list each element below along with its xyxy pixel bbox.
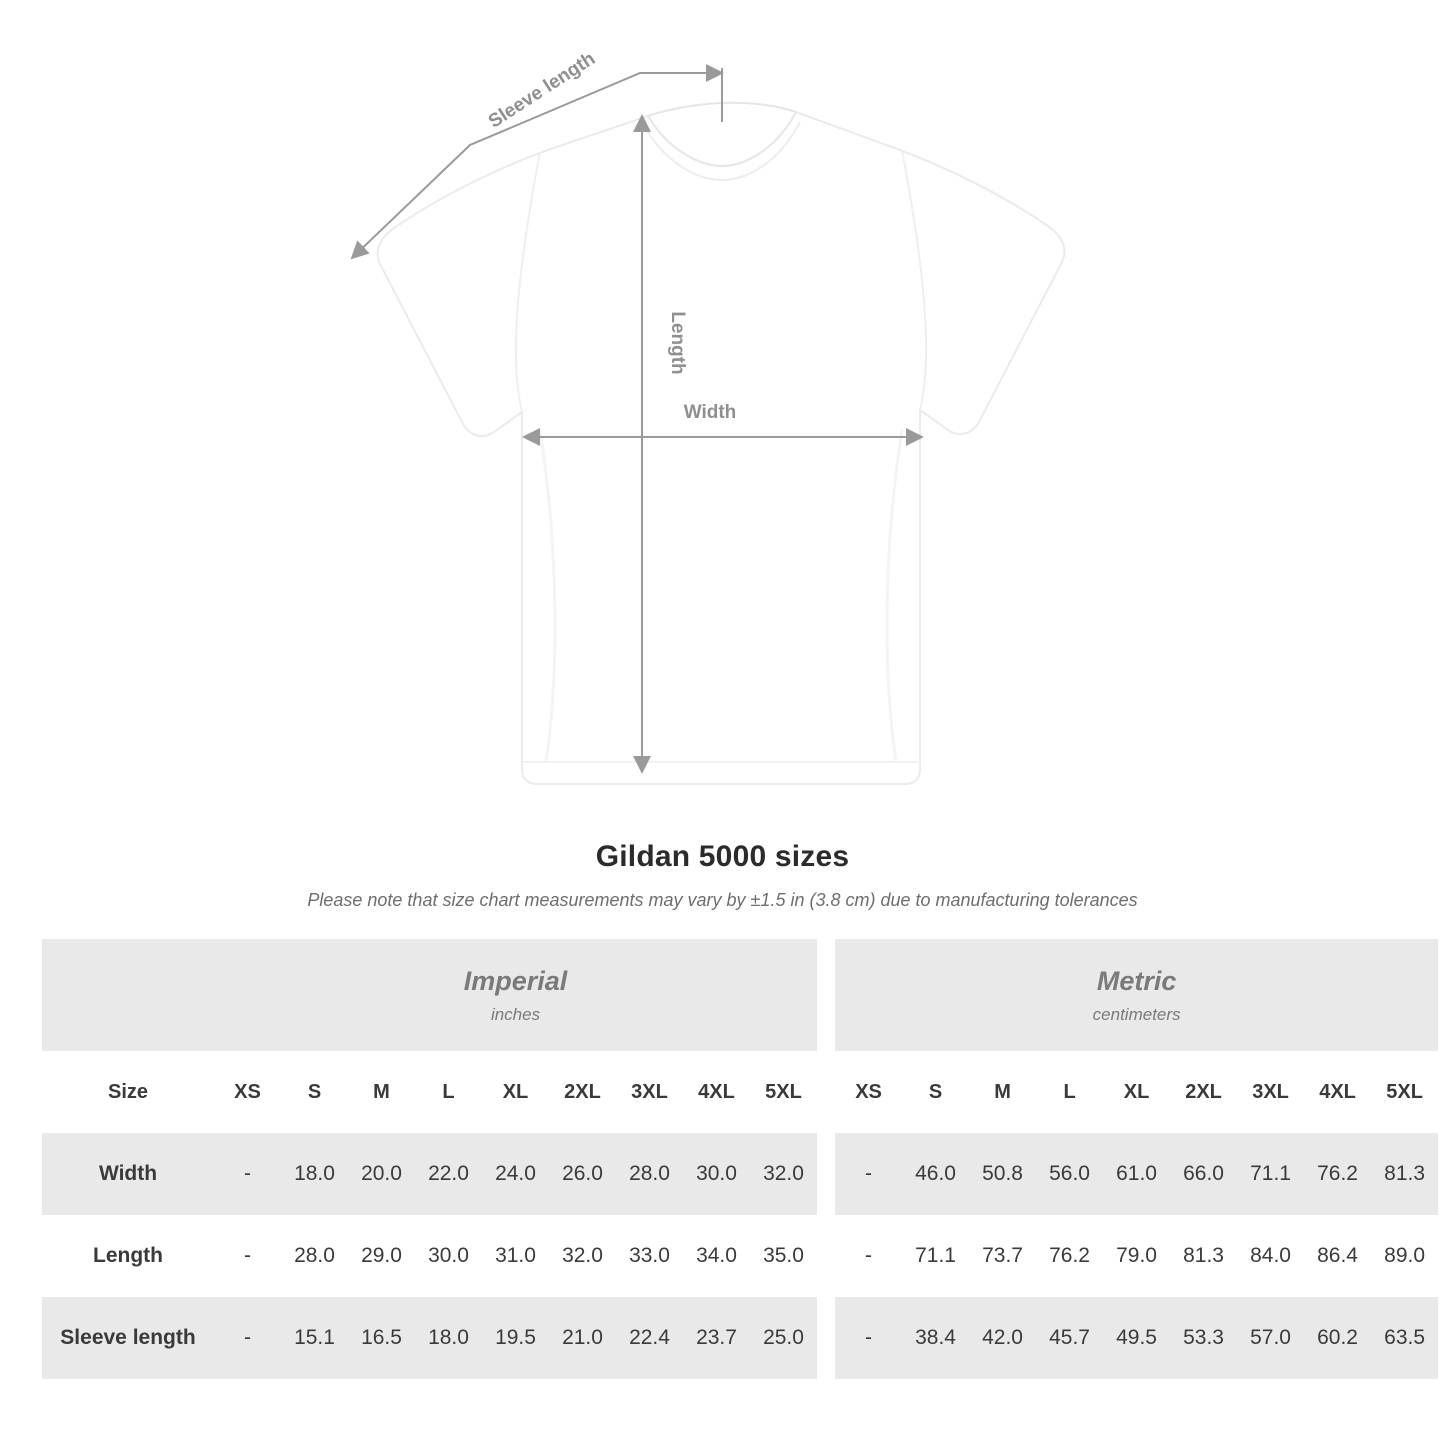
cell-width-imperial-4xl: 30.0 (683, 1133, 750, 1215)
header-imperial-m: M (348, 1051, 415, 1133)
header-imperial-3xl: 3XL (616, 1051, 683, 1133)
cell-sleeve-metric-xl: 49.5 (1103, 1297, 1170, 1379)
cell-width-metric-s: 46.0 (902, 1133, 969, 1215)
title-block (0, 830, 1445, 911)
width-label: Width (683, 402, 737, 423)
row-gap (817, 1215, 835, 1297)
cell-width-metric-xs: - (835, 1133, 902, 1215)
cell-length-metric-l: 76.2 (1036, 1215, 1103, 1297)
header-size-label: Size (42, 1051, 214, 1133)
cell-sleeve-metric-3xl: 57.0 (1237, 1297, 1304, 1379)
table-row (42, 1133, 1438, 1215)
tolerance-note: Please note that size chart measurements may vary by ±1.5 in (3.8 cm) due to manufacturing tolerances (307, 890, 1138, 910)
unit-name-metric: Metric (1096, 965, 1177, 996)
cell-sleeve-imperial-s: 15.1 (281, 1297, 348, 1379)
length-label: Length (667, 311, 688, 375)
unit-header-spacer (42, 939, 214, 1051)
cell-sleeve-imperial-m: 16.5 (348, 1297, 415, 1379)
header-imperial-5xl: 5XL (750, 1051, 817, 1133)
cell-width-imperial-2xl: 26.0 (549, 1133, 616, 1215)
cell-width-metric-l: 56.0 (1036, 1133, 1103, 1215)
cell-sleeve-metric-5xl: 63.5 (1371, 1297, 1438, 1379)
table-row (42, 1297, 1438, 1379)
row-gap (817, 1297, 835, 1379)
unit-sub-metric: centimeters (1092, 1004, 1181, 1024)
cell-sleeve-metric-l: 45.7 (1036, 1297, 1103, 1379)
cell-length-imperial-2xl: 32.0 (549, 1215, 616, 1297)
cell-width-metric-4xl: 76.2 (1304, 1133, 1371, 1215)
page-title: Gildan 5000 sizes (595, 840, 850, 873)
header-metric-m: M (969, 1051, 1036, 1133)
header-imperial-l: L (415, 1051, 482, 1133)
cell-width-imperial-xl: 24.0 (482, 1133, 549, 1215)
cell-length-metric-3xl: 84.0 (1237, 1215, 1304, 1297)
header-metric-5xl: 5XL (1371, 1051, 1438, 1133)
cell-length-imperial-3xl: 33.0 (616, 1215, 683, 1297)
header-metric-3xl: 3XL (1237, 1051, 1304, 1133)
row-label-sleeve-length: Sleeve length (42, 1297, 214, 1379)
cell-sleeve-metric-m: 42.0 (969, 1297, 1036, 1379)
cell-length-metric-2xl: 81.3 (1170, 1215, 1237, 1297)
cell-width-imperial-xs: - (214, 1133, 281, 1215)
cell-length-imperial-m: 29.0 (348, 1215, 415, 1297)
unit-header-gap (817, 939, 835, 1051)
unit-sub-imperial: inches (490, 1004, 541, 1024)
cell-length-imperial-xl: 31.0 (482, 1215, 549, 1297)
row-gap (817, 1133, 835, 1215)
header-metric-4xl: 4XL (1304, 1051, 1371, 1133)
cell-length-imperial-s: 28.0 (281, 1215, 348, 1297)
header-imperial-xl: XL (482, 1051, 549, 1133)
cell-width-imperial-5xl: 32.0 (750, 1133, 817, 1215)
unit-header-row (42, 939, 1438, 1051)
row-label-length: Length (42, 1215, 214, 1297)
header-metric-s: S (902, 1051, 969, 1133)
cell-width-imperial-m: 20.0 (348, 1133, 415, 1215)
cell-length-metric-m: 73.7 (969, 1215, 1036, 1297)
cell-length-imperial-5xl: 35.0 (750, 1215, 817, 1297)
header-imperial-xs: XS (214, 1051, 281, 1133)
unit-header-metric (835, 939, 1438, 1051)
cell-sleeve-metric-s: 38.4 (902, 1297, 969, 1379)
cell-length-imperial-xs: - (214, 1215, 281, 1297)
header-metric-xl: XL (1103, 1051, 1170, 1133)
cell-length-imperial-l: 30.0 (415, 1215, 482, 1297)
cell-sleeve-imperial-2xl: 21.0 (549, 1297, 616, 1379)
cell-width-metric-5xl: 81.3 (1371, 1133, 1438, 1215)
header-imperial-4xl: 4XL (683, 1051, 750, 1133)
cell-sleeve-imperial-xs: - (214, 1297, 281, 1379)
table-row (42, 1215, 1438, 1297)
cell-length-metric-s: 71.1 (902, 1215, 969, 1297)
cell-length-metric-4xl: 86.4 (1304, 1215, 1371, 1297)
header-gap (817, 1051, 835, 1133)
tshirt-shape (378, 103, 1065, 784)
cell-sleeve-metric-4xl: 60.2 (1304, 1297, 1371, 1379)
cell-length-imperial-4xl: 34.0 (683, 1215, 750, 1297)
size-table-wrapper (42, 939, 1426, 1379)
cell-sleeve-imperial-4xl: 23.7 (683, 1297, 750, 1379)
cell-length-metric-xs: - (835, 1215, 902, 1297)
cell-sleeve-imperial-xl: 19.5 (482, 1297, 549, 1379)
cell-sleeve-metric-2xl: 53.3 (1170, 1297, 1237, 1379)
unit-name-imperial: Imperial (463, 965, 568, 996)
cell-width-metric-2xl: 66.0 (1170, 1133, 1237, 1215)
cell-width-imperial-s: 18.0 (281, 1133, 348, 1215)
cell-sleeve-imperial-3xl: 22.4 (616, 1297, 683, 1379)
cell-width-metric-3xl: 71.1 (1237, 1133, 1304, 1215)
header-metric-xs: XS (835, 1051, 902, 1133)
header-metric-l: L (1036, 1051, 1103, 1133)
cell-length-metric-5xl: 89.0 (1371, 1215, 1438, 1297)
size-header-row (42, 1051, 1438, 1133)
row-label-width: Width (42, 1133, 214, 1215)
unit-header-imperial (214, 939, 817, 1051)
cell-sleeve-imperial-5xl: 25.0 (750, 1297, 817, 1379)
header-imperial-2xl: 2XL (549, 1051, 616, 1133)
cell-width-metric-xl: 61.0 (1103, 1133, 1170, 1215)
cell-width-imperial-l: 22.0 (415, 1133, 482, 1215)
cell-length-metric-xl: 79.0 (1103, 1215, 1170, 1297)
header-imperial-s: S (281, 1051, 348, 1133)
size-table (42, 939, 1438, 1379)
cell-sleeve-metric-xs: - (835, 1297, 902, 1379)
header-metric-2xl: 2XL (1170, 1051, 1237, 1133)
sleeve-length-label: Sleeve length (484, 48, 600, 133)
cell-width-metric-m: 50.8 (969, 1133, 1036, 1215)
cell-width-imperial-3xl: 28.0 (616, 1133, 683, 1215)
cell-sleeve-imperial-l: 18.0 (415, 1297, 482, 1379)
